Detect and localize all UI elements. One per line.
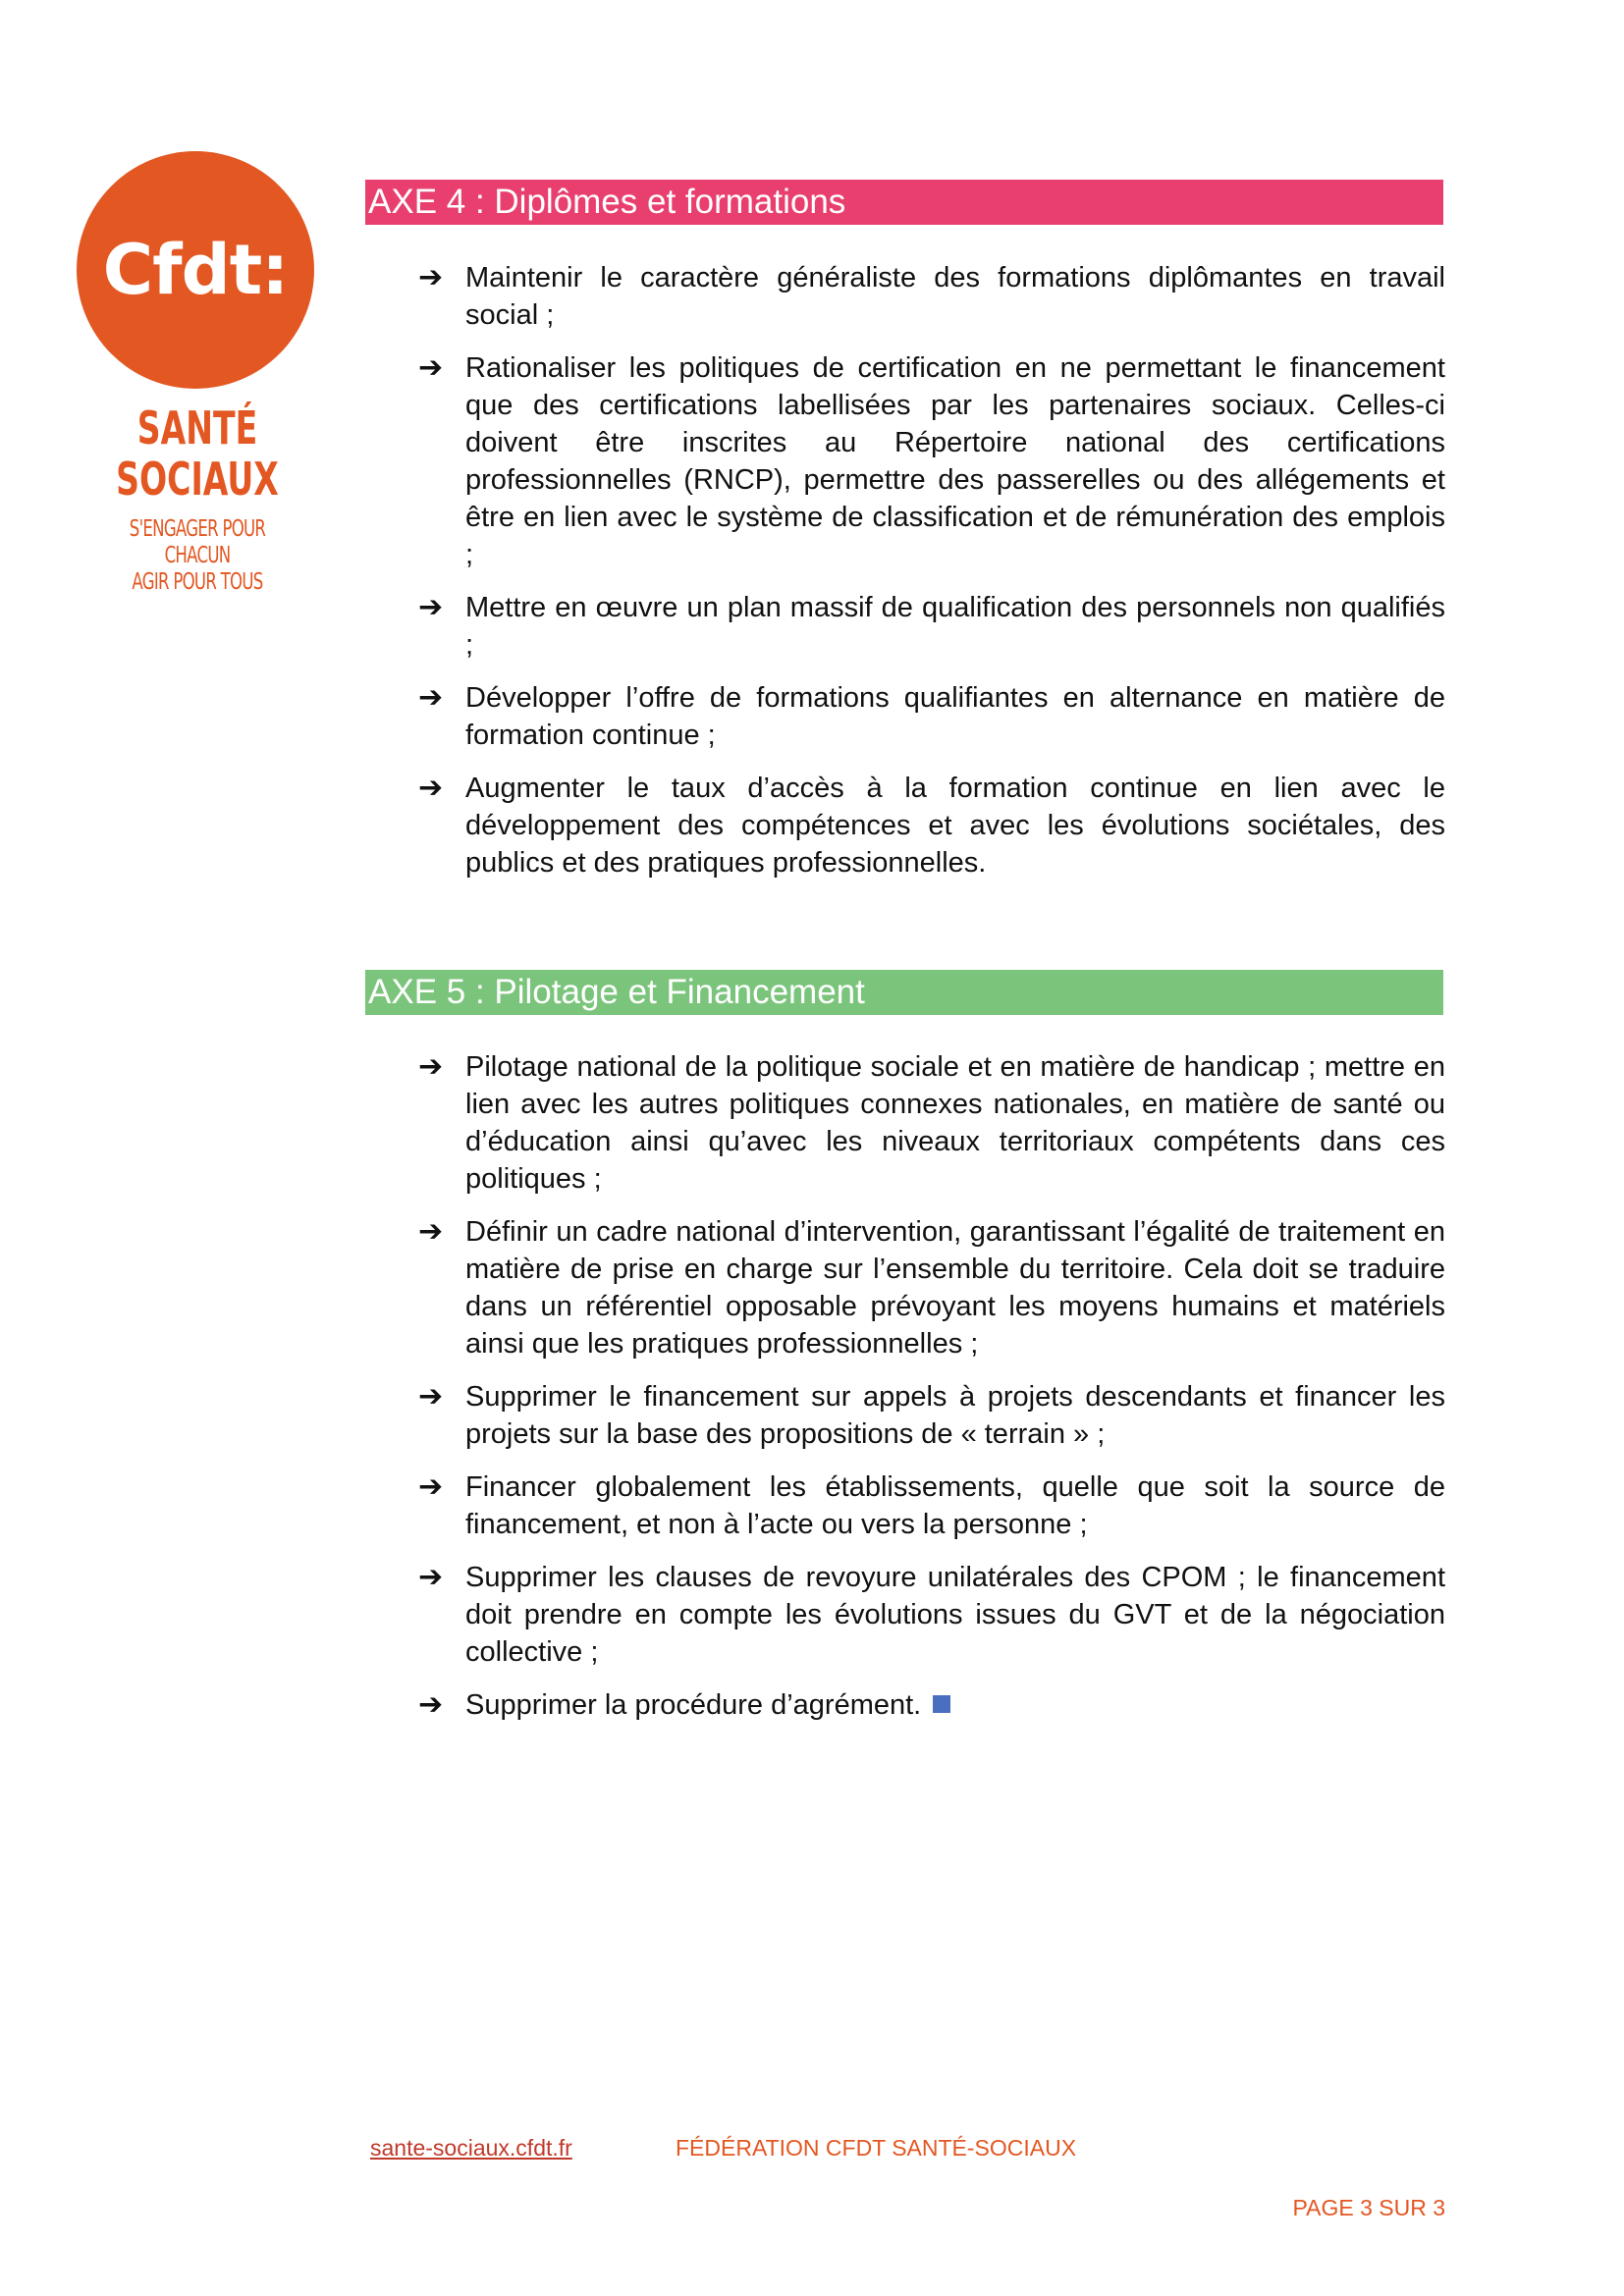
list-item-text: Rationaliser les politiques de certification en ne permettant le financement que des certifications labellisées par les partenaires sociaux. Celles-ci doivent être inscrites au Répertoire national des certifications professionnelles (RNCP), permettre des passerelles ou des allégements et être en lien avec le système de classification et de rémunération des emplois ; [465,352,1445,570]
end-square-icon [933,1695,950,1713]
list-item-text: Supprimer les clauses de revoyure unilatérales des CPOM ; le financement doit prendre en compte les évolutions issues du GVT et de la négociation collective ; [465,1562,1445,1668]
right-arrow-icon: ➔ [418,1379,444,1414]
cfdt-logo [77,151,318,596]
list-item-text: Maintenir le caractère généraliste des formations diplômantes en travail social ; [465,262,1445,331]
right-arrow-icon: ➔ [418,350,444,385]
list-item-text: Définir un cadre national d’intervention, garantissant l’égalité de traitement en matière de prise en charge sur l’ensemble du territoire. Cela doit se traduire dans un référentiel opposable prévoyant les moyens humains et matériels ainsi que les pratiques professionnelles ; [465,1216,1445,1360]
right-arrow-icon: ➔ [418,1049,444,1084]
list-item [418,589,1445,664]
list-item [418,1468,1445,1543]
list-item [418,1686,1445,1724]
page-number: PAGE 3 SUR 3 [1292,2195,1445,2220]
list-item-text: Supprimer le financement sur appels à projets descendants et financer les projets sur la base des propositions de « terrain » ; [465,1381,1445,1450]
list-item-text: Financer globalement les établissements, quelle que soit la source de financement, et non à l’acte ou vers la personne ; [465,1471,1445,1540]
last-item-label: Supprimer la procédure d’agrément. [465,1689,922,1721]
logo-title [110,402,284,505]
right-arrow-icon: ➔ [418,1469,444,1504]
list-item [418,1559,1445,1671]
footer-federation: FÉDÉRATION CFDT SANTÉ-SOCIAUX [676,2135,1077,2161]
right-arrow-icon: ➔ [418,1214,444,1249]
list-item [418,770,1445,881]
logo-wordmark: Cfdt: [102,230,289,310]
right-arrow-icon: ➔ [418,680,444,715]
axe-5-heading: AXE 5 : Pilotage et Financement [365,970,1443,1015]
axe-4-list [418,259,1445,897]
list-item [418,1213,1445,1362]
logo-tagline [110,516,284,596]
right-arrow-icon: ➔ [418,260,444,294]
right-arrow-icon: ➔ [418,1687,444,1722]
logo-circle [77,151,314,389]
right-arrow-icon: ➔ [418,1560,444,1594]
logo-tagline-2: AGIR POUR TOUS [132,569,263,595]
list-item [418,1378,1445,1453]
axe-4-heading: AXE 4 : Diplômes et formations [365,180,1443,225]
axe-5-list [418,1048,1445,1739]
right-arrow-icon: ➔ [418,590,444,624]
list-item-text: Augmenter le taux d’accès à la formation continue en lien avec le développement des compétences et avec les évolutions sociétales, des publics et des pratiques professionnelles. [465,773,1445,879]
list-item-text [465,1686,1445,1724]
right-arrow-icon: ➔ [418,771,444,805]
list-item-text: Développer l’offre de formations qualifiantes en alternance en matière de formation continue ; [465,682,1445,751]
list-item [418,259,1445,334]
logo-line-sociaux: SOCIAUX [116,453,279,506]
list-item-text: Mettre en œuvre un plan massif de qualification des personnels non qualifiés ; [465,592,1445,661]
list-item [418,1048,1445,1198]
footer-website-link[interactable]: sante-sociaux.cfdt.fr [370,2135,572,2161]
list-item [418,349,1445,573]
logo-tagline-1: S'ENGAGER POUR CHACUN [129,516,266,568]
list-item-text: Pilotage national de la politique sociale et en matière de handicap ; mettre en lien avec les autres politiques connexes nationales, en matière de santé ou d’éducation ainsi qu’avec les niveaux territoriaux compétents dans ces politiques ; [465,1051,1445,1195]
list-item [418,679,1445,754]
logo-line-sante: SANTÉ [136,401,258,454]
